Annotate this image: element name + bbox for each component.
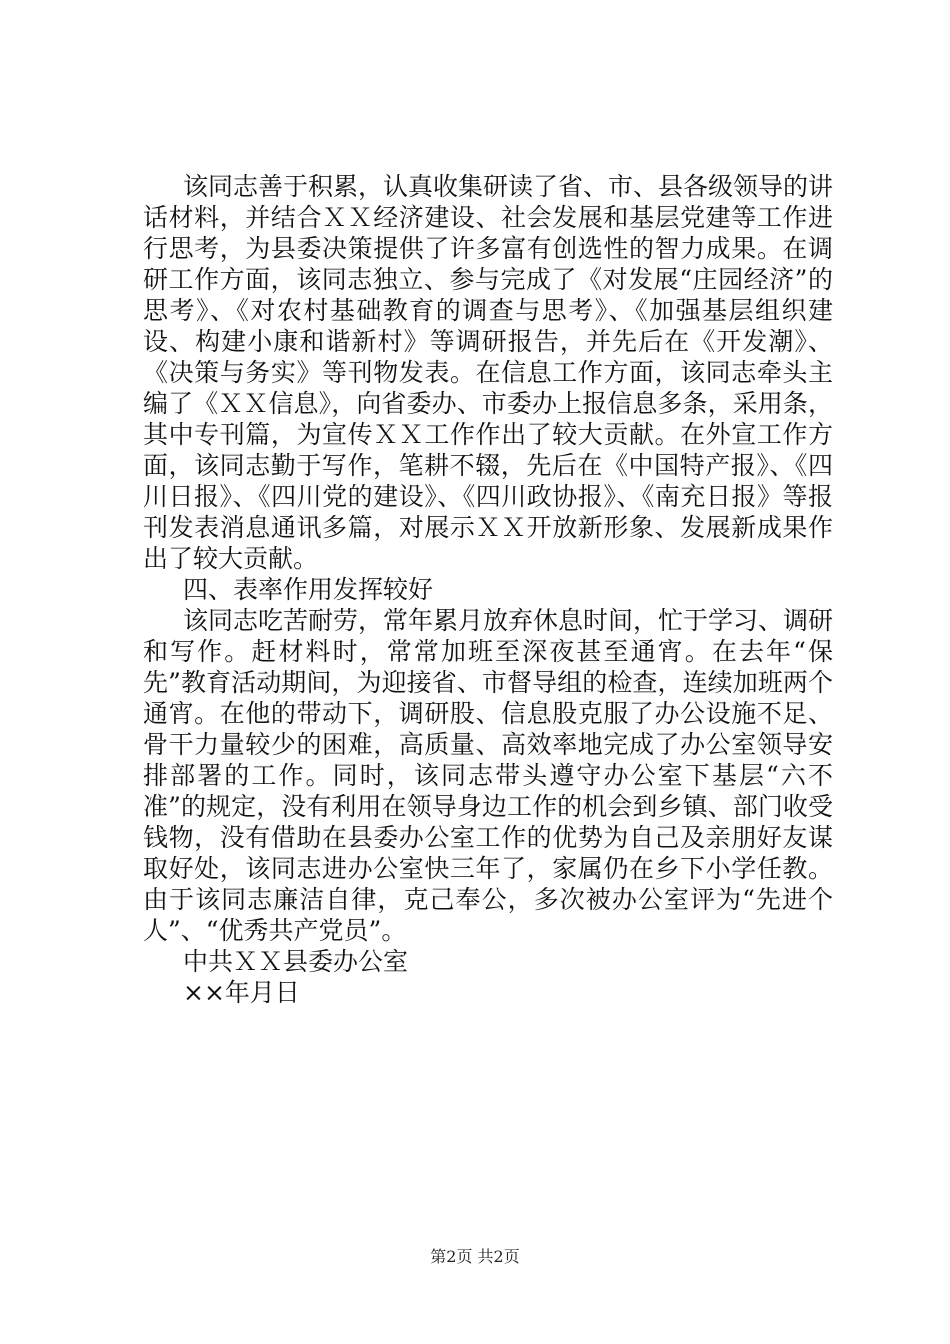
signature-organization: 中共ＸＸ县委办公室 — [183, 947, 409, 976]
paragraph-accumulation: 该同志善于积累，认真收集研读了省、市、县各级领导的讲话材料，并结合ＸＸ经济建设、社会发展和基层党建等工作进行思考，为县委决策提供了许多富有创选性的智力成果。在调研工作方面，该同志独立、参与完成了《对发展“庄园经济”的思考》、《对农村基础教育的调查与思考》、《加强基层组织建设、构建小康和谐新村》等调研报告，并先后在《开发潮》、《决策与务实》等刊物发表。在信息工作方面，该同志牵头主编了《ＸＸ信息》，向省委办、市委办上报信息多条，采用条，其中专刊篇，为宣传ＸＸ工作作出了较大贡献。在外宣工作方面，该同志勤于写作，笔耕不辍，先后在《中国特产报》、《四川日报》、《四川党的建设》、《四川政协报》、《南充日报》等报刊发表消息通讯多篇，对展示ＸＸ开放新形象、发展新成果作出了较大贡献。 — [143, 172, 834, 573]
signature-date: ××年月日 — [183, 978, 300, 1007]
section-heading-4: 四、表率作用发挥较好 — [183, 575, 434, 604]
page-footer: 第2页 共2页 — [430, 1247, 520, 1266]
paragraph-exemplary-role: 该同志吃苦耐劳，常年累月放弃休息时间，忙于学习、调研和写作。赶材料时，常常加班至深夜甚至通宵。在去年“保先”教育活动期间，为迎接省、市督导组的检查，连续加班两个通宵。在他的带动下，调研股、信息股克服了办公设施不足、骨干力量较少的困难，高质量、高效率地完成了办公室领导安排部署的工作。同时，该同志带头遵守办公室下基层“六不准”的规定，没有利用在领导身边工作的机会到乡镇、部门收受钱物，没有借助在县委办公室工作的优势为自己及亲朋好友谋取好处，该同志进办公室快三年了，家属仍在乡下小学任教。由于该同志廉洁自律，克己奉公，多次被办公室评为“先进个人”、“优秀共产党员”。 — [143, 606, 834, 945]
document-body — [143, 171, 833, 1008]
